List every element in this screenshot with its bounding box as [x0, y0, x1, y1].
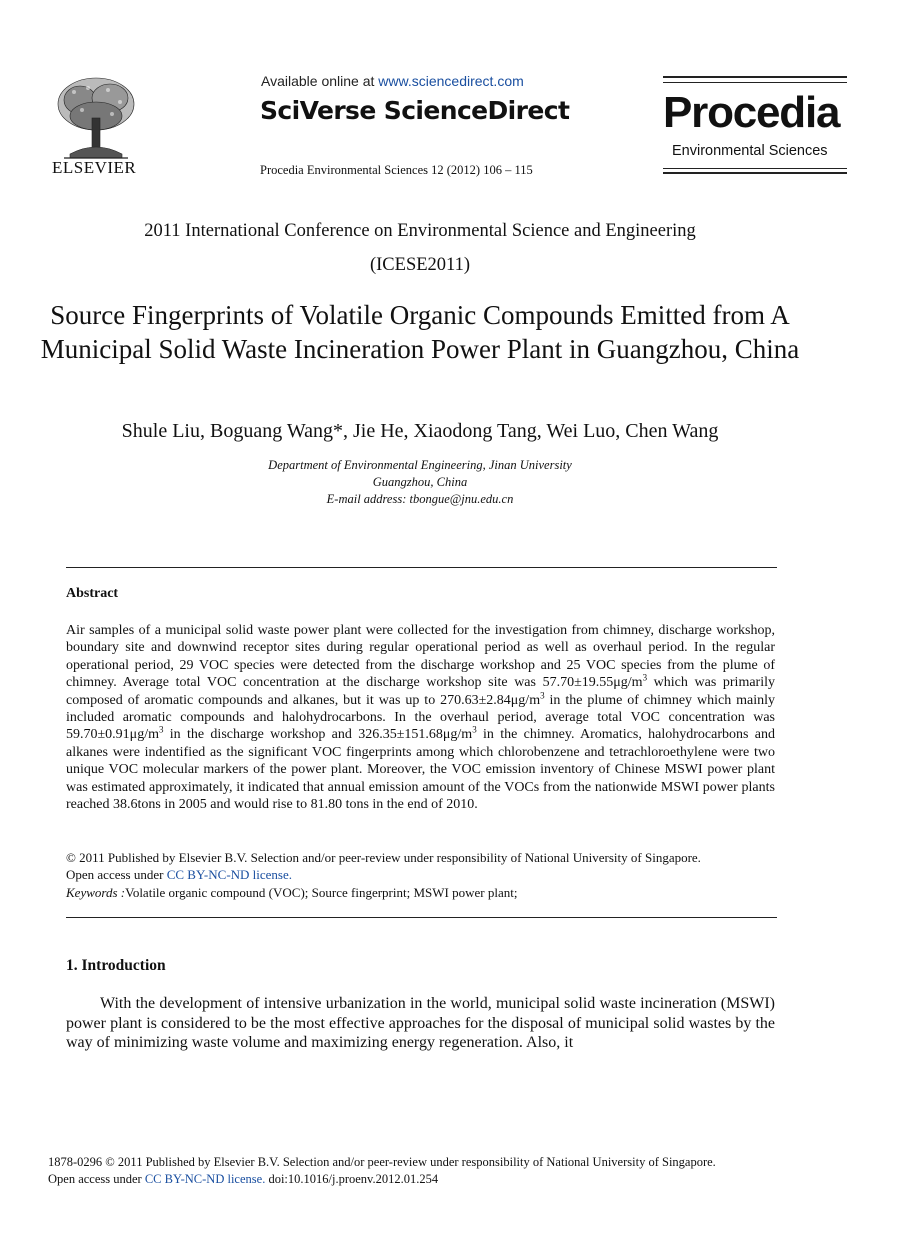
- author-list: Shule Liu, Boguang Wang*, Jie He, Xiaodong Tang, Wei Luo, Chen Wang: [121, 420, 719, 442]
- page-footer: [48, 1154, 848, 1187]
- logo-rule: [663, 82, 847, 83]
- keywords-line: [66, 885, 786, 901]
- keywords-list: Volatile organic compound (VOC); Source fingerprint; MSWI power plant;: [125, 885, 518, 900]
- open-access-prefix: Open access under: [48, 1171, 145, 1186]
- footer-license-line: [48, 1171, 848, 1188]
- sciverse-sciencedirect-logo: SciVerse ScienceDirect: [260, 96, 570, 125]
- abstract-text: in the discharge workshop and 326.35±151.68μg/m: [163, 727, 473, 743]
- open-access-prefix: Open access under: [66, 866, 167, 882]
- procedia-subtitle: Environmental Sciences: [672, 143, 828, 159]
- conference-name: 2011 International Conference on Environmental Science and Engineering: [144, 221, 696, 241]
- affiliation-department: Department of Environmental Engineering, Jinan University: [268, 458, 572, 472]
- conference-acronym: (ICESE2011): [369, 255, 471, 275]
- affiliation-city: Guangzhou, China: [372, 475, 468, 489]
- abstract-body: [66, 622, 775, 813]
- footer-copyright: 1878-0296 © 2011 Published by Elsevier B.V. Selection and/or peer-review under responsibility of National University of Singapore.: [48, 1155, 716, 1169]
- keywords-label: Keywords :: [66, 885, 126, 900]
- license-link[interactable]: CC BY-NC-ND license.: [144, 1171, 266, 1186]
- procedia-logo: [663, 76, 847, 174]
- journal-reference: Procedia Environmental Sciences 12 (2012) 106 – 115: [260, 163, 533, 177]
- abstract-bottom-rule: [66, 917, 777, 918]
- abstract-copyright: [66, 850, 786, 883]
- available-prefix: Available online at: [261, 73, 379, 89]
- logo-rule: [663, 168, 847, 169]
- copyright-line: © 2011 Published by Elsevier B.V. Selection and/or peer-review under responsibility of National University of Singapore.: [66, 850, 701, 865]
- sciencedirect-link[interactable]: www.sciencedirect.com: [378, 73, 524, 89]
- license-link[interactable]: CC BY-NC-ND license.: [166, 866, 293, 882]
- section-heading-introduction: 1. Introduction: [66, 957, 166, 974]
- doi: doi:10.1016/j.proenv.2012.01.254: [265, 1171, 439, 1186]
- superscript: 3: [158, 724, 164, 735]
- superscript: 3: [540, 689, 545, 700]
- paper-title: Source Fingerprints of Volatile Organic Compounds Emitted from A Municipal Solid Waste Incineration Power Plant in Guangzhou, China: [40, 300, 800, 364]
- logo-rule: [663, 76, 847, 78]
- abstract-heading: Abstract: [66, 586, 119, 601]
- logo-rule: [663, 172, 847, 174]
- available-online-line: [261, 73, 524, 89]
- abstract-text: which was primarily composed of aromatic compounds and alkanes, but it was up to 270.63±2.84μg/m: [66, 675, 775, 708]
- abstract-text: in the plume of chimney which mainly included aromatic compounds and halohydrocarbons. In the overhaul period, average total VOC concentration was 59.70±0.91μg/m: [66, 692, 775, 743]
- affiliation-email: E-mail address: tbongue@jnu.edu.cn: [326, 492, 514, 506]
- introduction-paragraph: With the development of intensive urbanization in the world, municipal solid waste incineration (MSWI) power plant is considered to be the most effective approaches for the disposal of municipal solid wastes by the way of minimizing waste volume and maximizing energy regeneration. Also, it: [66, 995, 775, 1051]
- open-access-line: [66, 867, 786, 884]
- abstract-top-rule: [66, 567, 777, 568]
- abstract-text: in the chimney. Aromatics, halohydrocarbons and alkanes were indentified as the significant VOC fingerprints among which chlorobenzene and tetrachloroethylene were two unique VOC molecular markers of the power plant. Moreover, the VOC emission inventory of Chinese MSWI power plant was estimated approximately, it indicated that annual emission amount of the VOCs from the nationwide MSWI power plants reached 38.6tons in 2005 and would rise to 81.80 tons in the end of 2010.: [66, 727, 775, 813]
- superscript: 3: [472, 724, 477, 735]
- procedia-wordmark: Procedia: [663, 88, 840, 137]
- superscript: 3: [642, 672, 648, 683]
- elsevier-wordmark: ELSEVIER: [52, 158, 137, 177]
- abstract-text: Air samples of a municipal solid waste power plant were collected for the investigation from chimney, discharge workshop, boundary site and downwind receptor sites during regular operational period as well as overhaul period. In the regular operational period, 29 VOC species were detected from the discharge workshop and 25 VOC species from the plume of chimney. Average total VOC concentration at the discharge workshop site was 57.70±19.55μg/m: [66, 623, 775, 691]
